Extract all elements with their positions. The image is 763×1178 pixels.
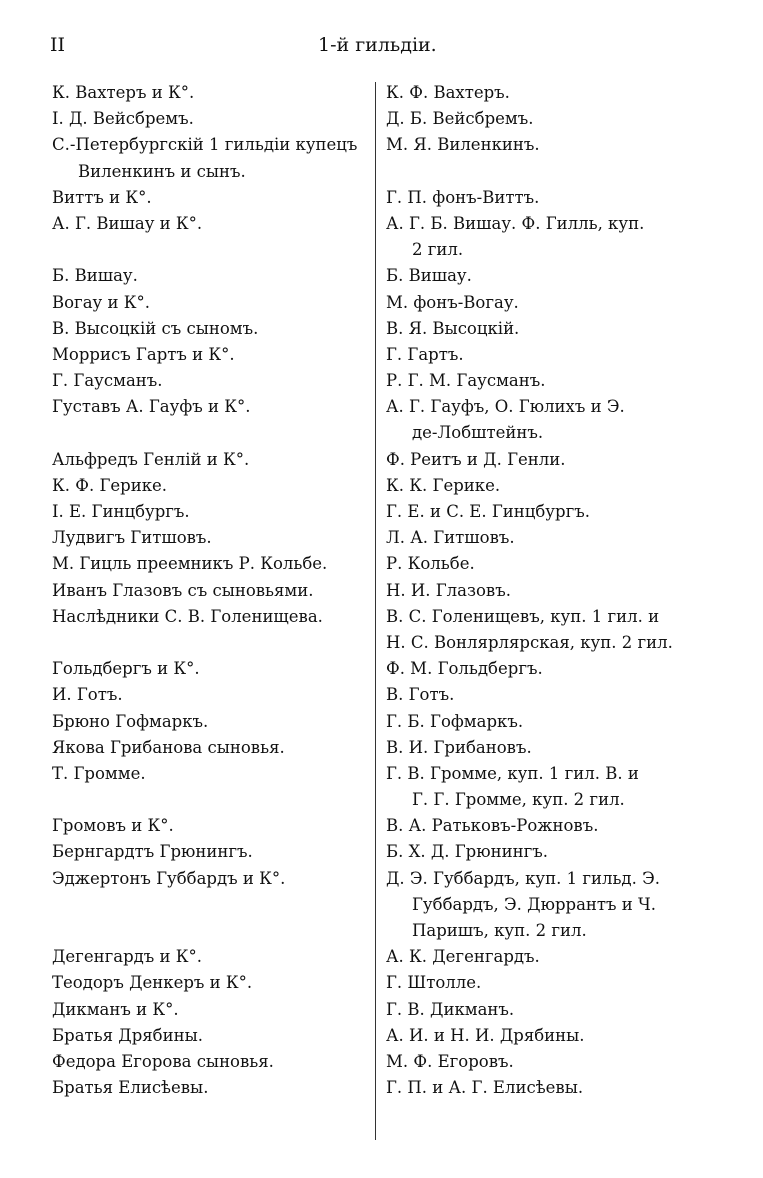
blank-line [52,630,370,656]
owner-entry: К. Ф. Вахтеръ. [386,83,510,102]
firm-entry: Т. Громме. [52,763,146,783]
blank-line [52,237,370,263]
firm-entry: Густавъ А. Гауфъ и К°. [52,397,251,417]
firm-entry: Наслѣдники С. В. Голенищева. [52,606,323,626]
owner-entry: М. Ф. Егоровъ. [386,1051,514,1071]
owner-entry: В. С. Голенищевъ, куп. 1 гил. и [386,606,660,626]
owner-entry: Б. Х. Д. Грюнингъ. [386,842,548,862]
owner-entry: Г. Е. и С. Е. Гинцбургъ. [386,502,590,521]
blank-line [52,892,370,918]
owner-entry: Г. П. фонъ-Виттъ. [386,187,540,207]
firm-entry: Якова Грибанова сыновья. [52,737,285,757]
owner-entry: В. Я. Высоцкій. [386,318,520,338]
firm-entry: Моррисъ Гартъ и К°. [52,344,235,364]
owner-entry: А. Г. Гауфъ, О. Гюлихъ и Э. [386,397,625,417]
owner-entry: Г. Гартъ. [386,344,464,364]
firm-entry-continuation: Виленкинъ и сынъ. [78,161,246,181]
blank-line [52,420,370,446]
firm-entry: Вогау и К°. [52,292,151,312]
firm-entry: Гольдбергъ и К°. [52,659,200,679]
firm-entry: Громовъ и К°. [52,816,174,836]
firm-entry: Виттъ и К°. [52,187,152,207]
firm-entry: Теодоръ Денкеръ и К°. [52,973,253,993]
owner-entry: Г. В. Дикманъ. [386,999,515,1019]
firm-entry: В. Высоцкій съ сыномъ. [52,318,259,338]
firm-entry: Эджертонъ Губбардъ и К°. [52,868,286,888]
owner-entry-continuation: 2 гил. [412,240,464,260]
owner-entry: В. И. Грибановъ. [386,737,532,757]
page-header [0,32,763,62]
owner-entry: М. Я. Виленкинъ. [386,135,540,155]
firm-entry: А. Г. Вишау и К°. [52,213,203,233]
owner-entry-continuation: де-Лобштейнъ. [412,423,544,443]
owner-entry: Н. С. Вонлярлярская, куп. 2 гил. [386,632,673,652]
owner-entry: А. И. и Н. И. Дрябины. [386,1025,585,1045]
page-number: II [50,34,66,56]
owner-entry: М. фонъ-Вогау. [386,292,519,312]
firm-names-column [52,80,370,1101]
running-title: 1-й гильдіи. [318,34,437,56]
blank-line [52,787,370,813]
firm-entry: І. Е. Гинцбургъ. [52,502,190,521]
owner-entry: Г. В. Громме, куп. 1 гил. В. и [386,763,639,783]
firm-entry: І. Д. Вейсбремъ. [52,109,194,129]
owner-entry: Д. Э. Губбардъ, куп. 1 гильд. Э. [386,868,660,888]
owner-entry: Г. Штолле. [386,973,482,993]
owner-entry: Г. П. и А. Г. Елисѣевы. [386,1078,584,1098]
owner-entry: Ф. М. Гольдбергъ. [386,659,543,679]
owner-entry: Б. Вишау. [386,266,472,286]
firm-entry: Г. Гаусманъ. [52,371,163,391]
firm-entry: Лудвигъ Гитшовъ. [52,528,212,548]
firm-entry: Дикманъ и К°. [52,999,179,1019]
owner-entry: Ф. Реитъ и Д. Генли. [386,449,566,469]
firm-entry: Бернгардтъ Грюнингъ. [52,842,253,862]
firm-entry: Иванъ Глазовъ съ сыновьями. [52,580,314,600]
blank-line [52,918,370,944]
firm-entry: К. Вахтеръ и К°. [52,83,195,102]
owner-entry: К. К. Герике. [386,475,501,495]
owner-entry: Г. Б. Гофмаркъ. [386,711,524,731]
owner-entry: Н. И. Глазовъ. [386,580,511,600]
column-divider [375,82,376,1140]
firm-entry: М. Гицль преемникъ Р. Кольбе. [52,554,328,574]
owner-entry: Р. Г. М. Гаусманъ. [386,371,546,391]
owner-entry-continuation: Губбардъ, Э. Дюррантъ и Ч. [412,894,657,914]
firm-entry: И. Готъ. [52,685,123,705]
firm-entry: К. Ф. Герике. [52,475,168,495]
owner-entry: А. Г. Б. Вишау. Ф. Гилль, куп. [386,213,645,233]
owner-entry: Д. Б. Вейсбремъ. [386,109,534,129]
owners-column [386,80,726,1101]
firm-entry: Альфредъ Генлій и К°. [52,449,250,469]
owner-entry-continuation: Г. Г. Громме, куп. 2 гил. [412,790,625,810]
owner-entry: В. Готъ. [386,685,455,705]
firm-entry: Федора Егорова сыновья. [52,1051,274,1071]
firm-entry: Братья Елисѣевы. [52,1078,209,1098]
firm-entry: Братья Дрябины. [52,1025,203,1045]
firm-entry: Брюно Гофмаркъ. [52,711,209,731]
firm-entry: С.-Петербургскій 1 гильдіи купецъ [52,135,358,155]
owner-entry: Л. А. Гитшовъ. [386,528,515,548]
owner-entry: Р. Кольбе. [386,554,475,574]
owner-entry: А. К. Дегенгардъ. [386,947,540,967]
firm-entry: Дегенгардъ и К°. [52,947,203,967]
blank-line [386,159,726,185]
owner-entry: В. А. Ратьковъ-Рожновъ. [386,816,599,836]
firm-entry: Б. Вишау. [52,266,138,286]
owner-entry-continuation: Паришъ, куп. 2 гил. [412,921,587,940]
